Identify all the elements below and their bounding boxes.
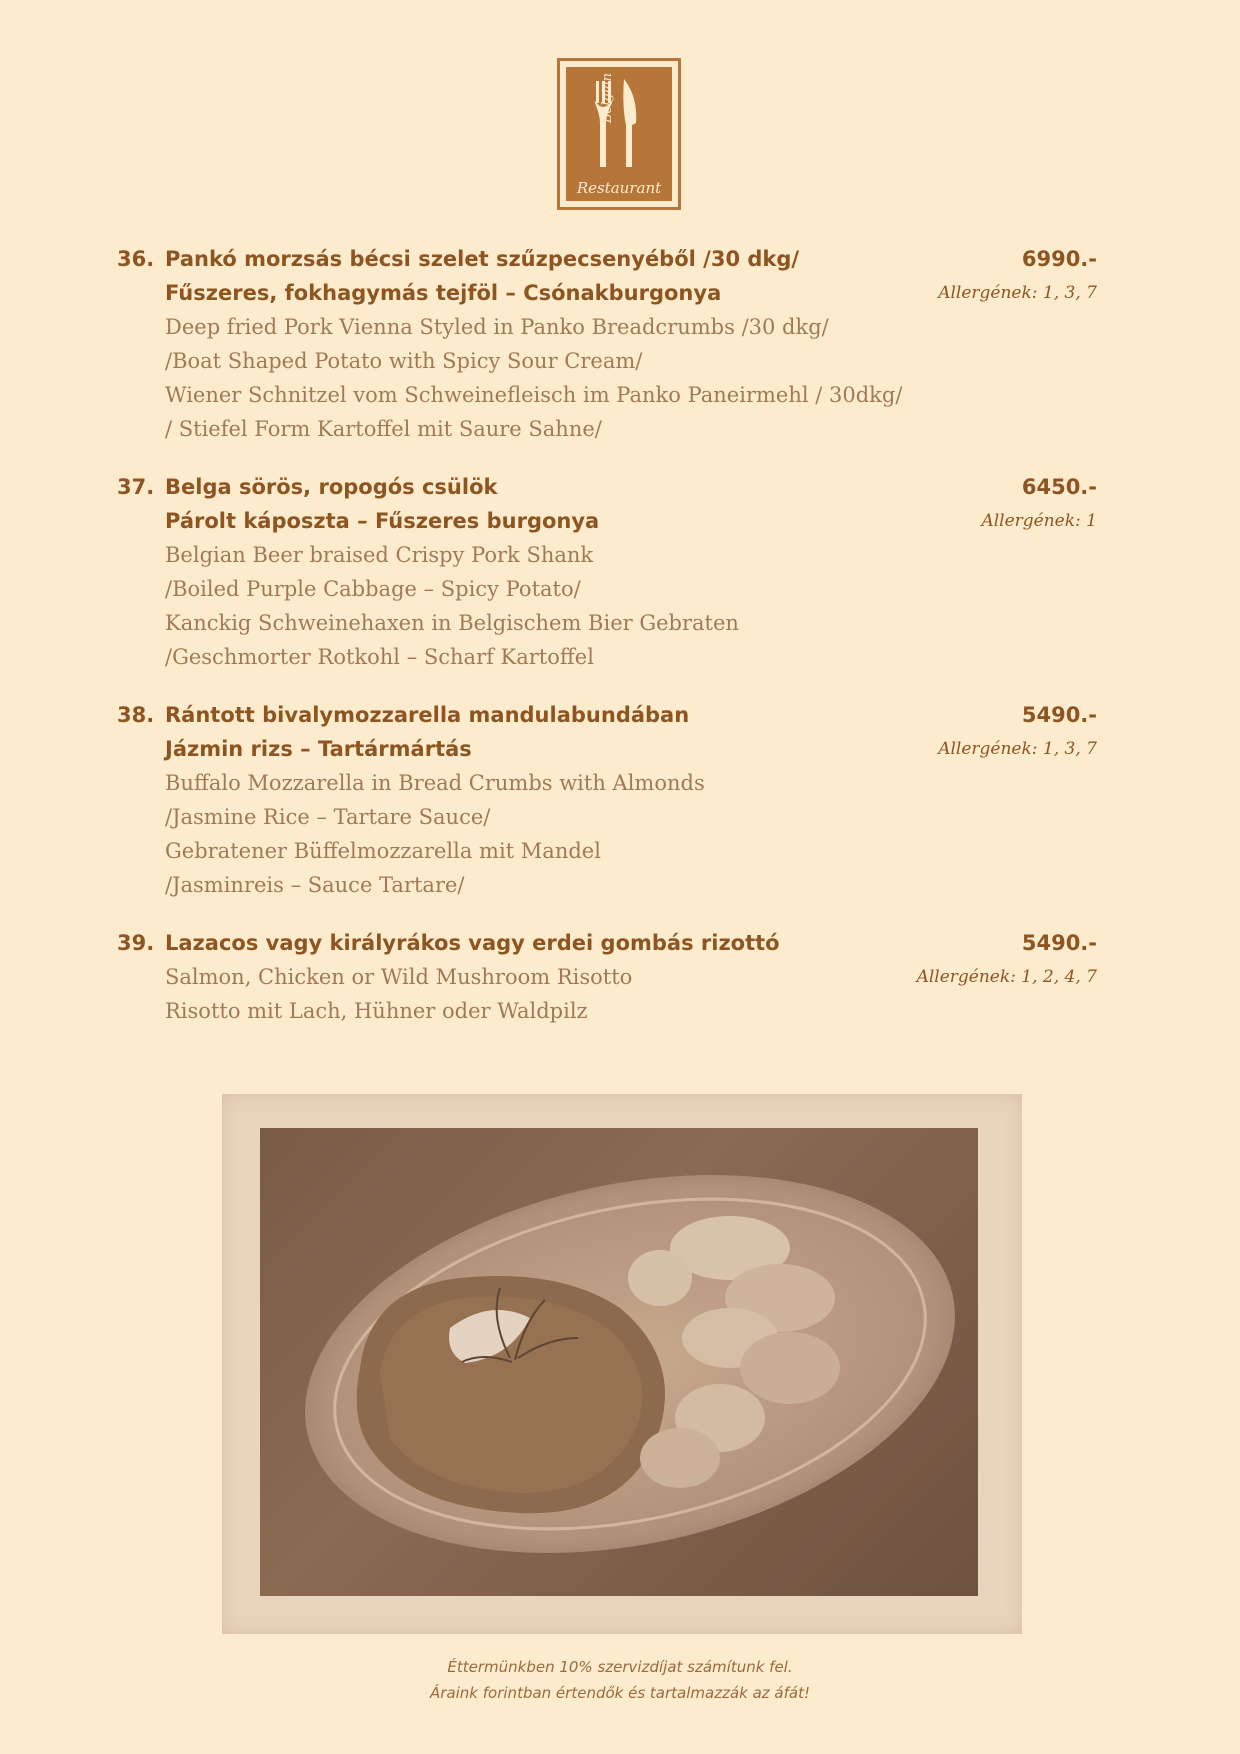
menu-item-title-line [117, 698, 1097, 732]
item-number: 38. [117, 703, 155, 727]
item-description: Buffalo Mozzarella in Bread Crumbs with Almonds [165, 771, 705, 795]
item-description: / Stiefel Form Kartoffel mit Saure Sahne/ [165, 417, 602, 441]
item-description: Risotto mit Lach, Hühner oder Waldpilz [165, 999, 588, 1023]
item-allergens: Allergének: 1, 3, 7 [938, 739, 1097, 759]
menu-item-36 [117, 242, 1097, 446]
item-allergens: Allergének: 1, 2, 4, 7 [916, 967, 1097, 987]
item-price: 6450.- [1021, 475, 1097, 499]
item-description: /Boiled Purple Cabbage – Spicy Potato/ [165, 577, 581, 601]
menu-item-title-line [117, 242, 1097, 276]
footer-prices-note: Áraink forintban értendők és tartalmazzák az áfát! [430, 1684, 810, 1702]
menu-list [117, 242, 1097, 1052]
item-title: Lazacos vagy királyrákos vagy erdei gombás rizottó [165, 931, 780, 955]
item-description: Salmon, Chicken or Wild Mushroom Risotto [165, 965, 633, 989]
item-subtitle: Párolt káposzta – Fűszeres burgonya [165, 509, 600, 533]
item-price: 5490.- [1021, 931, 1097, 955]
item-title: Rántott bivalymozzarella mandulabundában [165, 703, 690, 727]
menu-item-title-line [117, 926, 1097, 960]
item-title: Pankó morzsás bécsi szelet szűzpecsenyéből /30 dkg/ [165, 247, 800, 271]
item-description: Belgian Beer braised Crispy Pork Shank [165, 543, 594, 567]
item-number: 36. [117, 247, 155, 271]
footer-notes [0, 1654, 1240, 1706]
item-allergens: Allergének: 1 [981, 511, 1097, 531]
item-price: 5490.- [1021, 703, 1097, 727]
item-description: /Jasminreis – Sauce Tartare/ [165, 873, 465, 897]
restaurant-logo [557, 58, 681, 210]
item-subtitle: Fűszeres, fokhagymás tejföl – Csónakburgonya [165, 281, 722, 305]
item-title: Belga sörös, ropogós csülök [165, 475, 498, 499]
schnitzel-plate-illustration [260, 1128, 978, 1596]
item-price: 6990.- [1021, 247, 1097, 271]
logo-belgian-text: Belgian [600, 72, 615, 123]
item-subtitle: Jázmin rizs – Tartármártás [165, 737, 472, 761]
menu-item-38 [117, 698, 1097, 902]
menu-item-39 [117, 926, 1097, 1028]
item-number: 39. [117, 931, 155, 955]
item-description: Kanckig Schweinehaxen in Belgischem Bier Gebraten [165, 611, 739, 635]
item-description: Deep fried Pork Vienna Styled in Panko Breadcrumbs /30 dkg/ [165, 315, 829, 339]
item-description: /Jasmine Rice – Tartare Sauce/ [165, 805, 491, 829]
item-number: 37. [117, 475, 155, 499]
footer-service-charge: Éttermünkben 10% szervizdíjat számítunk fel. [447, 1658, 793, 1676]
item-description: /Geschmorter Rotkohl – Scharf Kartoffel [165, 645, 594, 669]
logo-restaurant-text: Restaurant [576, 179, 662, 197]
item-description: Wiener Schnitzel vom Schweinefleisch im Panko Paneirmehl / 30dkg/ [165, 383, 903, 407]
dish-photo [260, 1128, 978, 1596]
menu-item-37 [117, 470, 1097, 674]
menu-item-title-line [117, 470, 1097, 504]
item-description: Gebratener Büffelmozzarella mit Mandel [165, 839, 601, 863]
item-allergens: Allergének: 1, 3, 7 [938, 283, 1097, 303]
item-description: /Boat Shaped Potato with Spicy Sour Cream/ [165, 349, 643, 373]
